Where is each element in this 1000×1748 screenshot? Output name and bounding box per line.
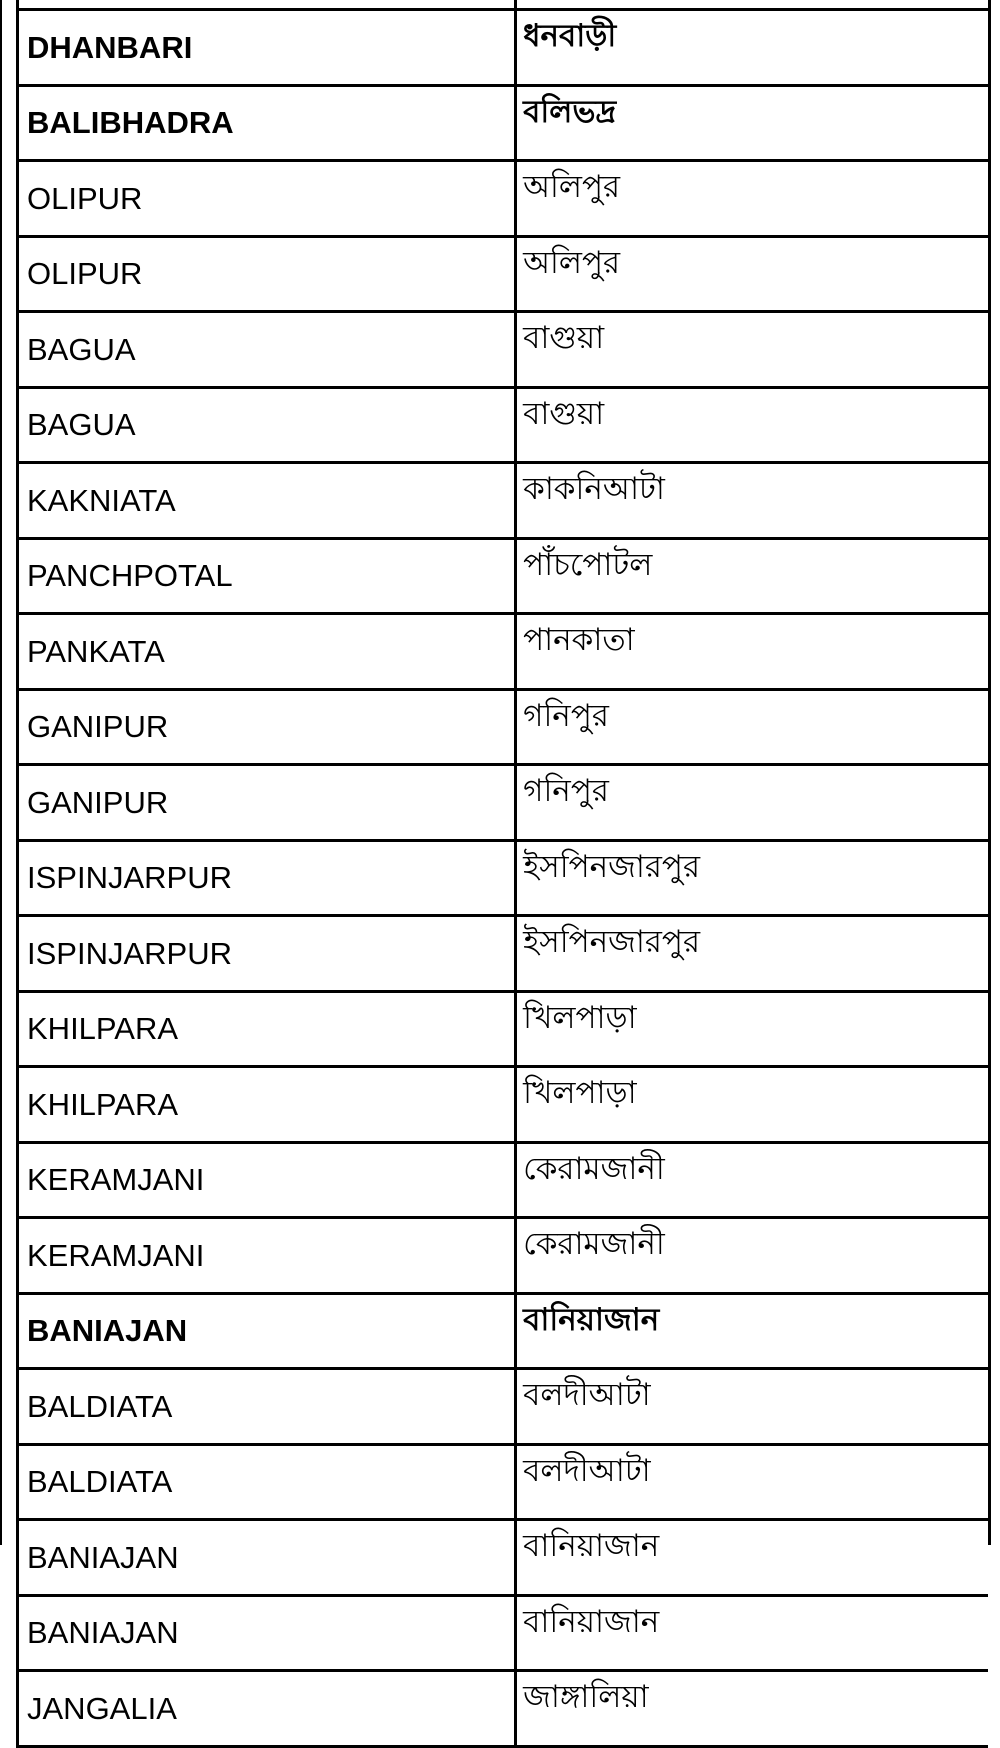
table-row [18, 689, 989, 765]
table-row [18, 10, 989, 86]
table-row [18, 236, 989, 312]
cell-english-name: GANIPUR [18, 765, 516, 841]
cell-bengali-name: বাগুয়া [516, 387, 988, 463]
table-row [18, 1369, 989, 1445]
cell-english-name: BALDIATA [18, 1369, 516, 1445]
table-row [18, 538, 989, 614]
table-row [18, 312, 989, 388]
table-row [18, 387, 989, 463]
cell-english-name: BAGUA [18, 312, 516, 388]
table-row [18, 1671, 989, 1747]
cell-english-name: KERAMJANI [18, 1142, 516, 1218]
cell-english-name: DHANBARI [18, 10, 516, 86]
cell-bengali-name: বলিভদ্র [516, 85, 988, 161]
cell-english-name: KERAMJANI [18, 1218, 516, 1294]
table-row [18, 1444, 989, 1520]
place-names-table [16, 0, 988, 1748]
cell-bengali-name: কাকনিআটা [516, 463, 988, 539]
cell-bengali-name: পানকাতা [516, 614, 988, 690]
table-row [18, 1142, 989, 1218]
cell-bengali-name: বলদীআটা [516, 1444, 988, 1520]
cell-bengali-name: গনিপুর [516, 765, 988, 841]
cell-english-name: ISPINJARPUR [18, 916, 516, 992]
cell-bengali-name: পাঁচপোটল [516, 538, 988, 614]
table-body [18, 0, 989, 1746]
cell-bengali-name: কেরামজানী [516, 1218, 988, 1294]
cell-english-name: BALIBHADRA [18, 85, 516, 161]
cell-english-name: BALDIATA [18, 1444, 516, 1520]
cell-bengali-name: অলিপুর [516, 161, 988, 237]
cell-english-name: KAKNIATA [18, 463, 516, 539]
table-row [18, 1595, 989, 1671]
cell-english-name: KHILPARA [18, 1067, 516, 1143]
cell-bengali-name: গনিপুর [516, 689, 988, 765]
table-right-edge [988, 0, 991, 1545]
cell-partial-bn [516, 0, 988, 10]
cell-bengali-name: বলদীআটা [516, 1369, 988, 1445]
table-row [18, 991, 989, 1067]
cell-bengali-name: জাঙ্গালিয়া [516, 1671, 988, 1747]
cell-english-name: GANIPUR [18, 689, 516, 765]
cell-english-name: BANIAJAN [18, 1595, 516, 1671]
cell-bengali-name: ইসপিনজারপুর [516, 840, 988, 916]
cell-bengali-name: অলিপুর [516, 236, 988, 312]
cell-bengali-name: ধনবাড়ী [516, 10, 988, 86]
cell-english-name: OLIPUR [18, 161, 516, 237]
cell-bengali-name: বাগুয়া [516, 312, 988, 388]
table-row [18, 85, 989, 161]
cell-bengali-name: ইসপিনজারপুর [516, 916, 988, 992]
table-row [18, 614, 989, 690]
cell-bengali-name: বানিয়াজান [516, 1595, 988, 1671]
cell-english-name: BAGUA [18, 387, 516, 463]
table-left-edge [0, 0, 2, 1545]
cell-partial-en [18, 0, 516, 10]
cell-english-name: OLIPUR [18, 236, 516, 312]
table-row [18, 161, 989, 237]
cell-english-name: KHILPARA [18, 991, 516, 1067]
table-row [18, 840, 989, 916]
cell-english-name: ISPINJARPUR [18, 840, 516, 916]
cell-english-name: BANIAJAN [18, 1293, 516, 1369]
table-row [18, 765, 989, 841]
table-row-partial [18, 0, 989, 10]
table-row [18, 1520, 989, 1596]
cell-english-name: PANCHPOTAL [18, 538, 516, 614]
cell-bengali-name: বানিয়াজান [516, 1520, 988, 1596]
cell-english-name: PANKATA [18, 614, 516, 690]
cell-english-name: JANGALIA [18, 1671, 516, 1747]
table-row [18, 1218, 989, 1294]
table-row [18, 463, 989, 539]
table-row [18, 1067, 989, 1143]
cell-bengali-name: খিলপাড়া [516, 1067, 988, 1143]
cell-bengali-name: খিলপাড়া [516, 991, 988, 1067]
table-row [18, 1293, 989, 1369]
cell-bengali-name: বানিয়াজান [516, 1293, 988, 1369]
table-row [18, 916, 989, 992]
cell-bengali-name: কেরামজানী [516, 1142, 988, 1218]
cell-english-name: BANIAJAN [18, 1520, 516, 1596]
